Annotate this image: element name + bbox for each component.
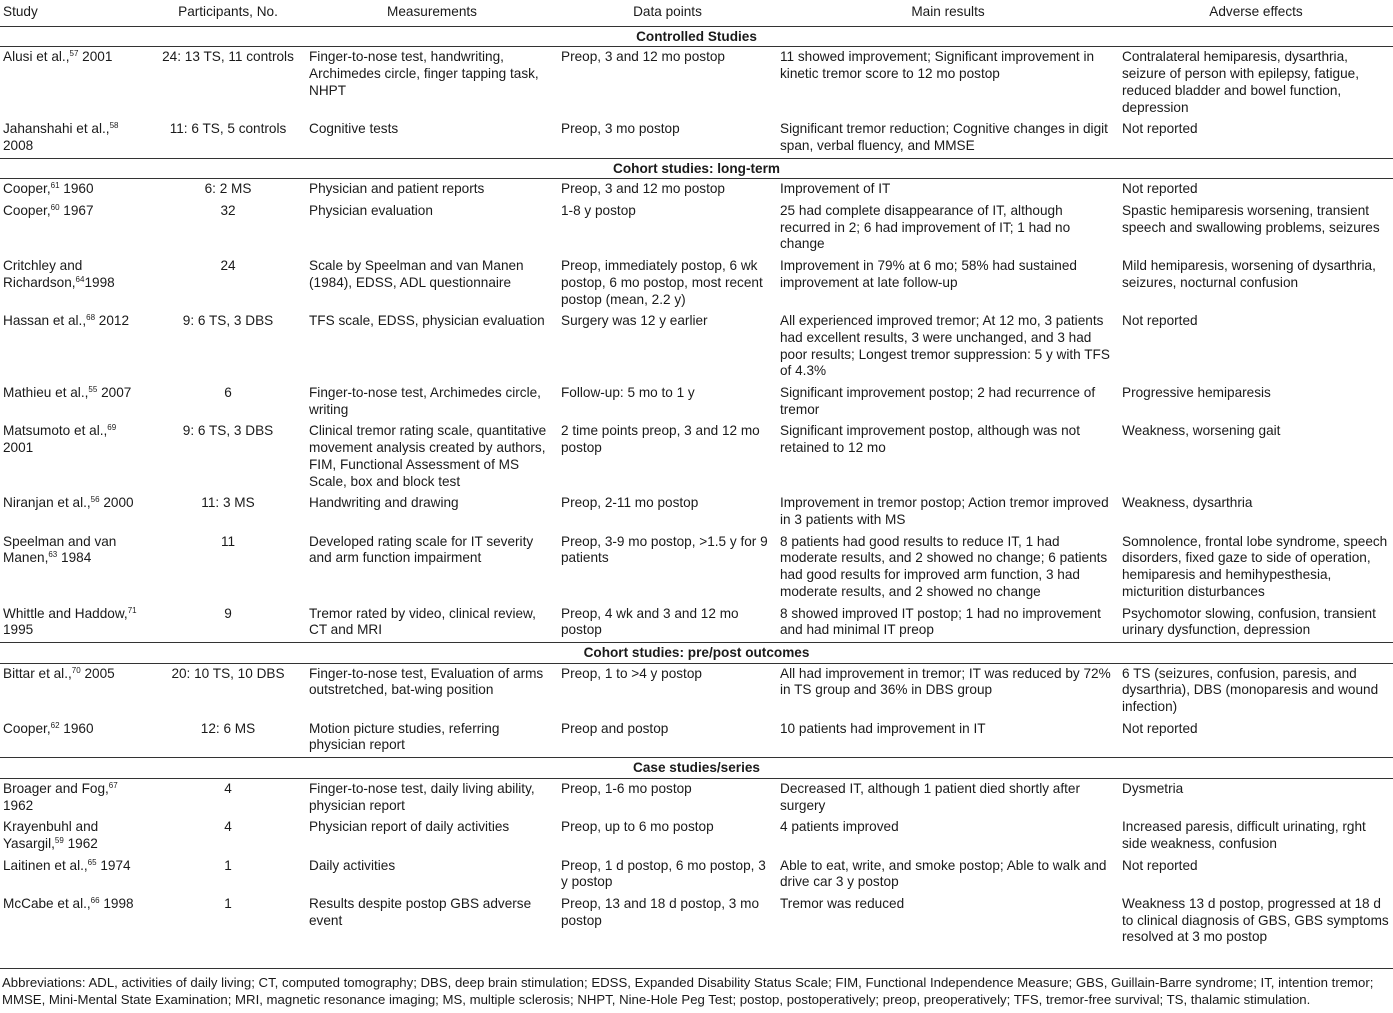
table-row — [0, 119, 1393, 158]
participants-cell: 11: 6 TS, 5 controls — [169, 121, 287, 137]
table-row — [0, 201, 1393, 256]
study-year: 2008 — [3, 137, 34, 153]
measurements-cell: Finger-to-nose test, Evaluation of arms outstretched, bat-wing position — [309, 665, 544, 698]
data-points-cell: Preop, 1-6 mo postop — [561, 780, 692, 796]
reference-number: 66 — [90, 896, 100, 906]
study-cell — [0, 179, 150, 201]
study-name: Hassan et al., — [3, 313, 87, 329]
header-data-points: Data points — [558, 0, 777, 26]
adverse-effects-cell: 6 TS (seizures, confusion, paresis, and dysarthria), DBS (monoparesis and wound infection) — [1122, 665, 1379, 715]
reference-number: 68 — [86, 313, 96, 323]
adverse-effects-cell: Not reported — [1122, 313, 1198, 329]
table-row — [0, 778, 1393, 817]
table-row — [0, 383, 1393, 421]
table-row — [0, 894, 1393, 968]
measurements-cell: Physician and patient reports — [309, 181, 485, 197]
measurements-cell: Physician evaluation — [309, 203, 433, 219]
table-row — [0, 256, 1393, 311]
study-cell — [0, 663, 150, 719]
table-row — [0, 493, 1393, 531]
main-results-cell: Significant tremor reduction; Cognitive changes in digit span, verbal fluency, and MMSE — [780, 121, 1108, 153]
reference-number: 71 — [127, 605, 137, 615]
data-points-cell: Preop, 3 and 12 mo postop — [561, 49, 725, 65]
header-measurements: Measurements — [306, 0, 558, 26]
reference-number: 61 — [50, 181, 60, 191]
adverse-effects-cell: Somnolence, frontal lobe syndrome, speech disorders, fixed gaze to side of operation, hemiparesis and hemihypesthesia, micturition disturbances — [1122, 533, 1388, 599]
main-results-cell: 25 had complete disappearance of IT, although recurred in 2; 6 had improvement of IT; 1 had no change — [780, 203, 1071, 252]
study-name: Critchley and Richardson, — [3, 258, 83, 290]
table-header-row — [0, 0, 1393, 26]
measurements-cell: Cognitive tests — [309, 121, 399, 137]
adverse-effects-cell: Weakness 13 d postop, progressed at 18 d to clinical diagnosis of GBS, GBS symptoms resolved at 3 mo postop — [1122, 896, 1389, 945]
study-year: 2012 — [95, 313, 130, 329]
measurements-cell: Motion picture studies, referring physician report — [309, 720, 500, 753]
study-year: 1962 — [3, 797, 34, 813]
measurements-cell: TFS scale, EDSS, physician evaluation — [309, 313, 545, 329]
measurements-cell: Physician report of daily activities — [309, 819, 510, 835]
study-name: Cooper, — [3, 720, 51, 736]
study-name: McCabe et al., — [3, 896, 91, 912]
study-cell — [0, 421, 150, 493]
measurements-cell: Results despite postop GBS adverse event — [309, 896, 532, 928]
table-row — [0, 719, 1393, 758]
data-points-cell: Preop, 1 to >4 y postop — [561, 665, 702, 681]
adverse-effects-cell: Not reported — [1122, 857, 1198, 873]
measurements-cell: Finger-to-nose test, daily living ability, physician report — [309, 780, 535, 813]
main-results-cell: All had improvement in tremor; IT was reduced by 72% in TS group and 36% in DBS group — [780, 665, 1111, 698]
main-results-cell: Able to eat, write, and smoke postop; Able to walk and drive car 3 y postop — [780, 857, 1107, 890]
data-points-cell: Preop, 13 and 18 d postop, 3 mo postop — [561, 896, 760, 928]
study-year: 1960 — [59, 181, 94, 197]
measurements-cell: Developed rating scale for IT severity and arm function impairment — [309, 533, 534, 566]
participants-cell: 1 — [224, 896, 232, 912]
section-heading-row — [0, 642, 1393, 663]
study-name: Krayenbuhl and Yasargil, — [3, 819, 99, 851]
study-year: 1984 — [57, 550, 92, 566]
study-year: 1998 — [84, 274, 115, 290]
data-points-cell: 1-8 y postop — [561, 203, 636, 219]
footnote: Abbreviations: ADL, activities of daily living; CT, computed tomography; DBS, deep brain stimulation; EDSS, Expanded Disability Status Scale; FIM, Functional Independence Measure; GBS, Guillain-Barre syndrome; IT, intention tremor; MMSE, Mini-Mental State Examination; MRI, magnetic resonance imaging; MS, multiple sclerosis; NHPT, Nine-Hole Peg Test; postop, postoperatively; preop, preoperatively; TFS, tremor-free survival; TS, thalamic stimulation. — [0, 968, 1393, 1009]
section-heading-row — [0, 26, 1393, 47]
participants-cell: 6 — [224, 385, 232, 401]
reference-number: 57 — [69, 49, 79, 59]
data-points-cell: Follow-up: 5 mo to 1 y — [561, 385, 695, 401]
study-name: Cooper, — [3, 181, 51, 197]
reference-number: 67 — [108, 780, 118, 790]
study-cell — [0, 383, 150, 421]
participants-cell: 9: 6 TS, 3 DBS — [182, 423, 274, 439]
participants-cell: 9 — [224, 605, 232, 621]
main-results-cell: Improvement of IT — [780, 181, 891, 197]
table-body — [0, 26, 1393, 968]
main-results-cell: Significant improvement postop, although was not retained to 12 mo — [780, 423, 1080, 456]
study-year: 1995 — [3, 622, 34, 638]
data-points-cell: 2 time points preop, 3 and 12 mo postop — [561, 423, 760, 456]
study-year: 1974 — [96, 857, 131, 873]
main-results-cell: Improvement in 79% at 6 mo; 58% had sustained improvement at late follow-up — [780, 258, 1077, 290]
study-cell — [0, 604, 150, 643]
reference-number: 70 — [71, 665, 81, 675]
adverse-effects-cell: Spastic hemiparesis worsening, transient speech and swallowing problems, seizures — [1122, 203, 1380, 235]
table-row — [0, 47, 1393, 119]
participants-cell: 9: 6 TS, 3 DBS — [182, 313, 274, 329]
main-results-cell: 8 patients had good results to reduce IT, 1 had moderate results, and 2 showed no change; 6 patients had good results for improved arm function, 3 had moderate results, and 2 showed no change — [780, 533, 1108, 599]
reference-number: 59 — [54, 835, 64, 845]
participants-cell: 24: 13 TS, 11 controls — [162, 49, 294, 65]
table-row — [0, 663, 1393, 719]
study-name: Laitinen et al., — [3, 857, 88, 873]
study-cell — [0, 532, 150, 604]
study-name: Whittle and Haddow, — [3, 605, 128, 621]
study-cell — [0, 256, 150, 311]
participants-cell: 24 — [220, 258, 236, 274]
table-row — [0, 532, 1393, 604]
study-cell — [0, 201, 150, 256]
adverse-effects-cell: Psychomotor slowing, confusion, transient urinary dysfunction, depression — [1122, 605, 1376, 638]
reference-number: 56 — [90, 495, 100, 505]
data-points-cell: Preop, 3 mo postop — [561, 121, 680, 137]
study-cell — [0, 47, 150, 119]
data-points-cell: Preop, immediately postop, 6 wk postop, 6 mo postop, most recent postop (mean, 2.2 y) — [561, 258, 763, 307]
measurements-cell: Tremor rated by video, clinical review, CT and MRI — [309, 605, 536, 638]
participants-cell: 1 — [224, 857, 232, 873]
study-year: 1960 — [59, 720, 94, 736]
adverse-effects-cell: Not reported — [1122, 121, 1198, 137]
adverse-effects-cell: Contralateral hemiparesis, dysarthria, seizure of person with epilepsy, fatigue, reduced bladder and bowel function, depression — [1122, 49, 1360, 115]
study-cell — [0, 817, 150, 855]
study-cell — [0, 719, 150, 758]
main-results-cell: 11 showed improvement; Significant improvement in kinetic tremor score to 12 mo postop — [780, 49, 1095, 82]
reference-number: 65 — [87, 857, 97, 867]
study-name: Broager and Fog, — [3, 780, 109, 796]
header-main-results: Main results — [777, 0, 1119, 26]
study-name: Cooper, — [3, 203, 51, 219]
participants-cell: 4 — [224, 780, 232, 796]
reference-number: 63 — [48, 550, 58, 560]
reference-number: 55 — [88, 385, 98, 395]
study-cell — [0, 311, 150, 383]
data-points-cell: Preop, up to 6 mo postop — [561, 819, 714, 835]
study-cell — [0, 856, 150, 894]
participants-cell: 4 — [224, 819, 232, 835]
study-name: Alusi et al., — [3, 49, 70, 65]
measurements-cell: Scale by Speelman and van Manen (1984), EDSS, ADL questionnaire — [309, 258, 524, 290]
data-points-cell: Preop and postop — [561, 720, 669, 736]
study-cell — [0, 778, 150, 817]
table-row — [0, 179, 1393, 201]
main-results-cell: 4 patients improved — [780, 819, 899, 835]
study-year: 1998 — [99, 896, 134, 912]
main-results-cell: Significant improvement postop; 2 had recurrence of tremor — [780, 385, 1096, 417]
section-title: Cohort studies: long-term — [0, 158, 1393, 179]
study-name: Matsumoto et al., — [3, 423, 108, 439]
main-results-cell: 10 patients had improvement in IT — [780, 720, 986, 736]
table-row — [0, 817, 1393, 855]
study-year: 2000 — [99, 495, 134, 511]
main-results-cell: 8 showed improved IT postop; 1 had no improvement and had minimal IT preop — [780, 605, 1101, 638]
section-title: Cohort studies: pre/post outcomes — [0, 642, 1393, 663]
study-name: Niranjan et al., — [3, 495, 91, 511]
study-name: Speelman and van Manen, — [3, 533, 117, 566]
participants-cell: 6: 2 MS — [204, 181, 252, 197]
data-points-cell: Preop, 1 d postop, 6 mo postop, 3 y postop — [561, 857, 766, 890]
adverse-effects-cell: Not reported — [1122, 181, 1198, 197]
adverse-effects-cell: Increased paresis, difficult urinating, rght side weakness, confusion — [1122, 819, 1366, 851]
measurements-cell: Handwriting and drawing — [309, 495, 459, 511]
table-row — [0, 311, 1393, 383]
reference-number: 69 — [107, 423, 117, 433]
study-cell — [0, 119, 150, 158]
data-points-cell: Preop, 4 wk and 3 and 12 mo postop — [561, 605, 739, 638]
adverse-effects-cell: Weakness, dysarthria — [1122, 495, 1253, 511]
table-row — [0, 856, 1393, 894]
section-title: Case studies/series — [0, 758, 1393, 779]
participants-cell: 12: 6 MS — [200, 720, 256, 736]
study-name: Bittar et al., — [3, 665, 72, 681]
reference-number: 58 — [109, 121, 119, 131]
data-points-cell: Preop, 2-11 mo postop — [561, 495, 699, 511]
study-year: 1967 — [59, 203, 94, 219]
measurements-cell: Clinical tremor rating scale, quantitative movement analysis created by authors, FIM, Functional Assessment of MS Scale, box and block test — [309, 423, 547, 489]
main-results-cell: Improvement in tremor postop; Action tremor improved in 3 patients with MS — [780, 495, 1109, 527]
reference-number: 62 — [50, 720, 60, 730]
study-name: Mathieu et al., — [3, 385, 89, 401]
header-participants: Participants, No. — [150, 0, 306, 26]
section-heading-row — [0, 158, 1393, 179]
main-results-cell: Decreased IT, although 1 patient died shortly after surgery — [780, 780, 1080, 813]
study-cell — [0, 894, 150, 968]
data-points-cell: Preop, 3 and 12 mo postop — [561, 181, 725, 197]
header-adverse-effects: Adverse effects — [1119, 0, 1393, 26]
study-cell — [0, 493, 150, 531]
data-points-cell: Surgery was 12 y earlier — [561, 313, 708, 329]
reference-number: 60 — [50, 203, 60, 213]
study-year: 2001 — [3, 440, 34, 456]
participants-cell: 11 — [220, 533, 236, 549]
measurements-cell: Finger-to-nose test, Archimedes circle, writing — [309, 385, 541, 417]
main-results-cell: Tremor was reduced — [780, 896, 905, 912]
study-year: 2007 — [97, 385, 132, 401]
study-year: 2005 — [80, 665, 115, 681]
section-heading-row — [0, 758, 1393, 779]
study-year: 2001 — [78, 49, 113, 65]
adverse-effects-cell: Mild hemiparesis, worsening of dysarthria, seizures, nocturnal confusion — [1122, 258, 1376, 290]
participants-cell: 32 — [220, 203, 236, 219]
adverse-effects-cell: Dysmetria — [1122, 780, 1184, 796]
study-name: Jahanshahi et al., — [3, 121, 110, 137]
adverse-effects-cell: Not reported — [1122, 720, 1198, 736]
reference-number: 64 — [75, 274, 85, 284]
adverse-effects-cell: Weakness, worsening gait — [1122, 423, 1281, 439]
study-year: 1962 — [63, 835, 98, 851]
section-title: Controlled Studies — [0, 26, 1393, 47]
table-row — [0, 604, 1393, 643]
main-results-cell: All experienced improved tremor; At 12 mo, 3 patients had excellent results, 3 were unchanged, and 3 had poor results; Longest tremor suppression: 5 y with TFS of 4.3% — [780, 313, 1110, 379]
measurements-cell: Daily activities — [309, 857, 396, 873]
participants-cell: 11: 3 MS — [201, 495, 255, 511]
header-study: Study — [0, 0, 150, 26]
participants-cell: 20: 10 TS, 10 DBS — [171, 665, 285, 681]
data-points-cell: Preop, 3-9 mo postop, >1.5 y for 9 patients — [561, 533, 768, 566]
adverse-effects-cell: Progressive hemiparesis — [1122, 385, 1271, 401]
measurements-cell: Finger-to-nose test, handwriting, Archimedes circle, finger tapping task, NHPT — [309, 49, 539, 98]
table-row — [0, 421, 1393, 493]
